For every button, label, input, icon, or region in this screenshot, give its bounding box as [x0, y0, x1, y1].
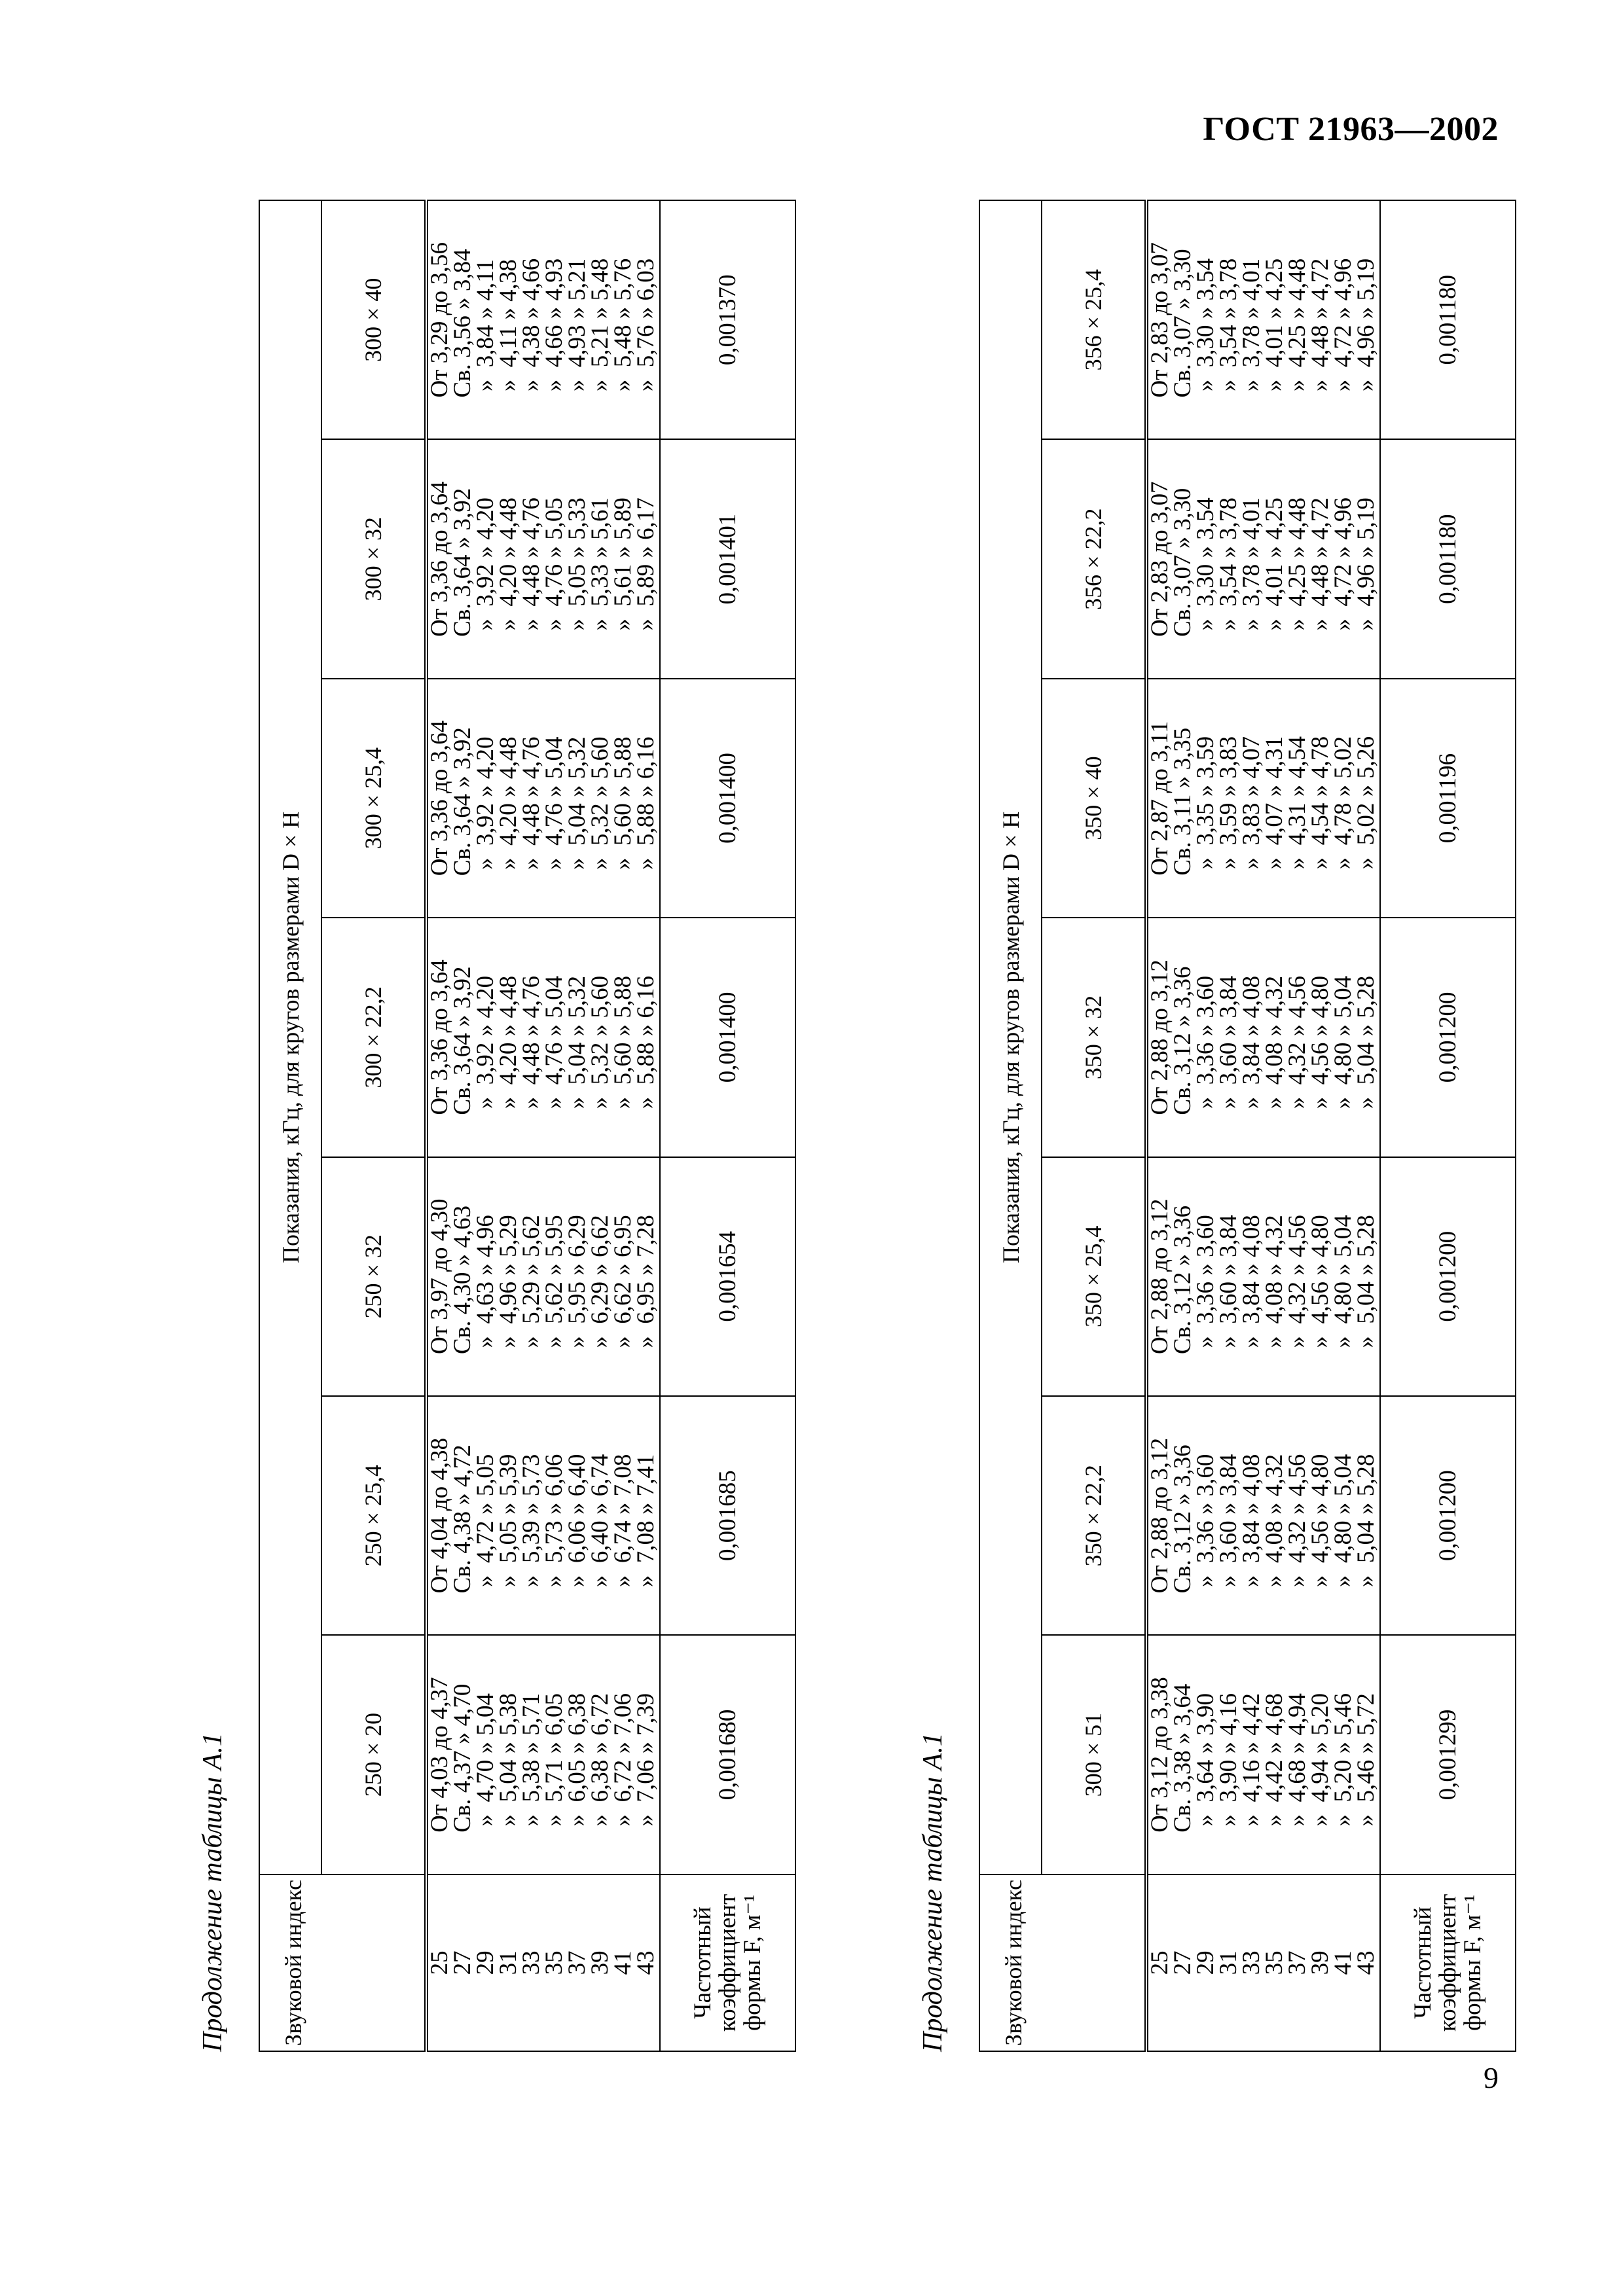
data-table	[979, 200, 1516, 2052]
size-header: 250 × 25,4	[321, 1396, 426, 1635]
table-block-2	[907, 200, 1509, 2052]
sound-index-values: 25 27 29 31 33 35 37 39 41 43	[426, 1950, 659, 1975]
coef-value: 0,001200	[1434, 1230, 1461, 1322]
coef-value: 0,001180	[1434, 514, 1461, 604]
table-row	[1146, 200, 1380, 2051]
coef-value: 0,001400	[714, 992, 741, 1083]
coef-label: Частотный коэффициент формы F, м⁻¹	[1409, 1893, 1486, 2032]
range-cell: От 3,97 до 4,30 Св. 4,30 » 4,63 » 4,63 » 4,96 » 4,96 » 5,29 » 5,29 » 5,62 » 5,62 » 5,95 » 5,95 » 6,29 » 6,29 » 6,62 » 6,62 » 6,95 » 6,95 » 7,28	[426, 1198, 659, 1355]
size-header: 300 × 40	[321, 200, 426, 439]
size-header: 300 × 25,4	[321, 679, 426, 918]
range-cell: От 2,83 до 3,07 Св. 3,07 » 3,30 » 3,30 » 3,54 » 3,54 » 3,78 » 3,78 » 4,01 » 4,01 » 4,25 » 4,25 » 4,48 » 4,48 » 4,72 » 4,72 » 4,96 » 4,96 » 5,19	[1146, 242, 1379, 398]
size-header: 250 × 32	[321, 1157, 426, 1396]
size-header: 300 × 32	[321, 439, 426, 678]
coef-value: 0,001400	[714, 753, 741, 844]
range-cell: От 3,36 до 3,64 Св. 3,64 » 3,92 » 3,92 » 4,20 » 4,20 » 4,48 » 4,48 » 4,76 » 4,76 » 5,04 » 5,04 » 5,32 » 5,32 » 5,60 » 5,60 » 5,88 » 5,88 » 6,16	[426, 720, 659, 876]
range-cell: От 2,83 до 3,07 Св. 3,07 » 3,30 » 3,30 » 3,54 » 3,54 » 3,78 » 3,78 » 4,01 » 4,01 » 4,25 » 4,25 » 4,48 » 4,48 » 4,72 » 4,72 » 4,96 » 4,96 » 5,19	[1146, 481, 1379, 637]
coef-value: 0,001196	[1434, 753, 1461, 844]
table-row	[660, 200, 795, 2051]
coef-label: Частотный коэффициент формы F, м⁻¹	[689, 1893, 766, 2032]
coef-value: 0,001401	[714, 513, 741, 605]
range-cell: От 2,87 до 3,11 Св. 3,11 » 3,35 » 3,35 » 3,59 » 3,59 » 3,83 » 3,83 » 4,07 » 4,07 » 4,31 » 4,31 » 4,54 » 4,54 » 4,78 » 4,78 » 5,02 » 5,02 » 5,26	[1146, 721, 1379, 876]
header-sound-index: Звуковой индекс	[259, 1874, 426, 2051]
coef-value: 0,001654	[714, 1230, 741, 1322]
page-number: 9	[1484, 2061, 1499, 2094]
range-cell: От 2,88 до 3,12 Св. 3,12 » 3,36 » 3,36 » 3,60 » 3,60 » 3,84 » 3,84 » 4,08 » 4,08 » 4,32 » 4,32 » 4,56 » 4,56 » 4,80 » 4,80 » 5,04 » 5,04 » 5,28	[1146, 1198, 1379, 1355]
coef-value: 0,001370	[714, 274, 741, 366]
continuation-title: Продолжение таблицы А.1	[918, 1732, 948, 2052]
size-header: 250 × 20	[321, 1635, 426, 1874]
size-header: 300 × 22,2	[321, 918, 426, 1157]
header-readings: Показания, кГц, для кругов размерами D × H	[259, 200, 321, 1874]
range-cell: От 4,03 до 4,37 Св. 4,37 » 4,70 » 4,70 » 5,04 » 5,04 » 5,38 » 5,38 » 5,71 » 5,71 » 6,05 » 6,05 » 6,38 » 6,38 » 6,72 » 6,72 » 7,06 » 7,06 » 7,39	[426, 1677, 659, 1833]
table-row	[1380, 200, 1516, 2051]
coef-value: 0,001200	[1434, 1470, 1461, 1562]
size-header: 350 × 22,2	[1042, 1396, 1146, 1635]
continuation-title: Продолжение таблицы А.1	[198, 1732, 228, 2052]
range-cell: От 3,36 до 3,64 Св. 3,64 » 3,92 » 3,92 » 4,20 » 4,20 » 4,48 » 4,48 » 4,76 » 4,76 » 5,05 » 5,05 » 5,33 » 5,33 » 5,61 » 5,61 » 5,89 » 5,89 » 6,17	[426, 481, 659, 637]
size-header: 356 × 25,4	[1042, 200, 1146, 439]
table-block-1	[187, 200, 789, 2052]
header-sound-index: Звуковой индекс	[979, 1874, 1146, 2051]
size-header: 350 × 32	[1042, 918, 1146, 1157]
sound-index-values: 25 27 29 31 33 35 37 39 41 43	[1146, 1950, 1379, 1975]
document-code: ГОСТ 21963—2002	[1203, 111, 1499, 148]
coef-value: 0,001680	[714, 1709, 741, 1801]
range-cell: От 3,12 до 3,38 Св. 3,38 » 3,64 » 3,64 » 3,90 » 3,90 » 4,16 » 4,16 » 4,42 » 4,42 » 4,68 » 4,68 » 4,94 » 4,94 » 5,20 » 5,20 » 5,46 » 5,46 » 5,72	[1146, 1677, 1379, 1833]
coef-value: 0,001200	[1434, 992, 1461, 1083]
table-row	[426, 200, 660, 2051]
size-header: 356 × 22,2	[1042, 439, 1146, 678]
range-cell: От 2,88 до 3,12 Св. 3,12 » 3,36 » 3,36 » 3,60 » 3,60 » 3,84 » 3,84 » 4,08 » 4,08 » 4,32 » 4,32 » 4,56 » 4,56 » 4,80 » 4,80 » 5,04 » 5,04 » 5,28	[1146, 960, 1379, 1115]
data-table	[259, 200, 796, 2052]
range-cell: От 3,29 до 3,56 Св. 3,56 » 3,84 » 3,84 » 4,11 » 4,11 » 4,38 » 4,38 » 4,66 » 4,66 » 4,93 » 4,93 » 5,21 » 5,21 » 5,48 » 5,48 » 5,76 » 5,76 » 6,03	[426, 242, 659, 398]
coef-value: 0,001180	[1434, 275, 1461, 365]
size-header: 350 × 40	[1042, 679, 1146, 918]
size-header: 350 × 25,4	[1042, 1157, 1146, 1396]
header-readings: Показания, кГц, для кругов размерами D × H	[979, 200, 1042, 1874]
size-header: 300 × 51	[1042, 1635, 1146, 1874]
range-cell: От 3,36 до 3,64 Св. 3,64 » 3,92 » 3,92 » 4,20 » 4,20 » 4,48 » 4,48 » 4,76 » 4,76 » 5,04 » 5,04 » 5,32 » 5,32 » 5,60 » 5,60 » 5,88 » 5,88 » 6,16	[426, 960, 659, 1115]
coef-value: 0,001685	[714, 1470, 741, 1562]
coef-value: 0,001299	[1434, 1709, 1461, 1801]
range-cell: От 4,04 до 4,38 Св. 4,38 » 4,72 » 4,72 » 5,05 » 5,05 » 5,39 » 5,39 » 5,73 » 5,73 » 6,06 » 6,06 » 6,40 » 6,40 » 6,74 » 6,74 » 7,08 » 7,08 » 7,41	[426, 1437, 659, 1594]
range-cell: От 2,88 до 3,12 Св. 3,12 » 3,36 » 3,36 » 3,60 » 3,60 » 3,84 » 3,84 » 4,08 » 4,08 » 4,32 » 4,32 » 4,56 » 4,56 » 4,80 » 4,80 » 5,04 » 5,04 » 5,28	[1146, 1437, 1379, 1594]
